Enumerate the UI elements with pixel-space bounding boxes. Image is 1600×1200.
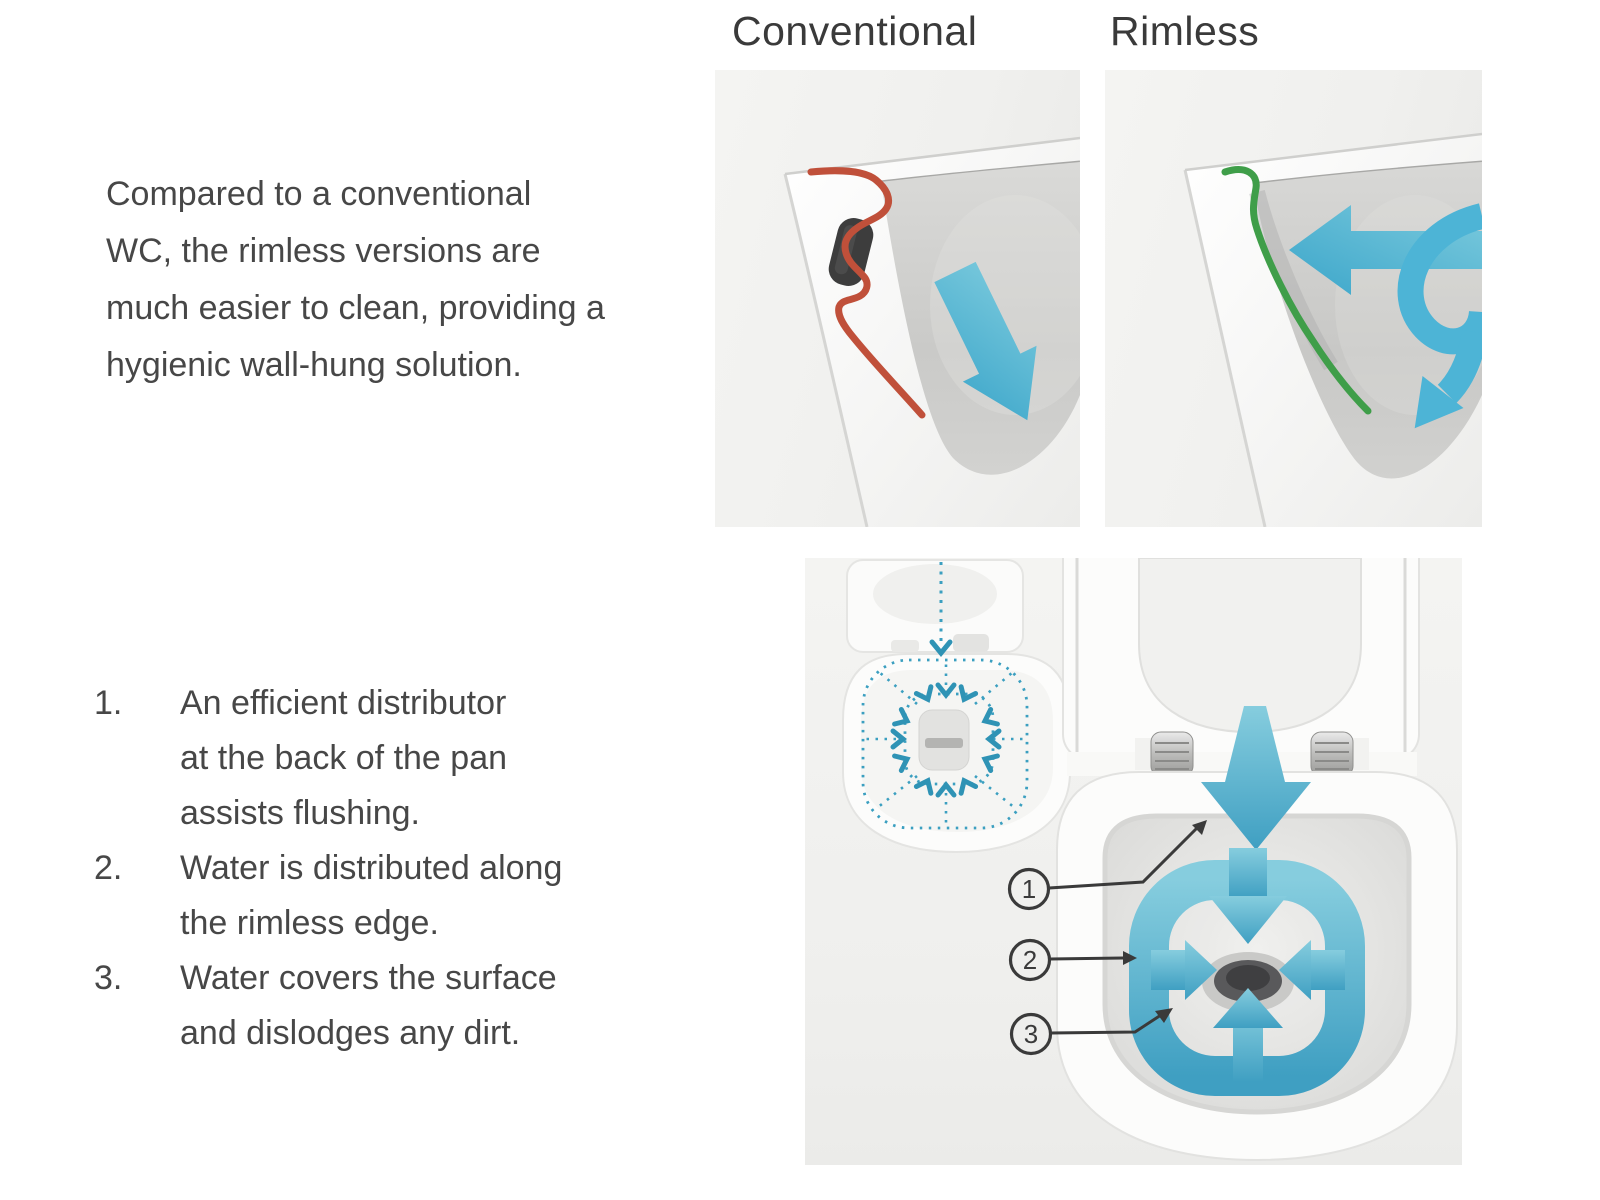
intro-paragraph (106, 166, 746, 394)
list-item-3 (94, 951, 684, 1061)
flush-diagram-drawing (805, 558, 1462, 1165)
intro-line: much easier to clean, providing a (106, 289, 605, 327)
callout-3-number: 3 (1023, 1019, 1039, 1049)
rimless-toilet-top-view (1057, 558, 1457, 1160)
list-item-2 (94, 841, 684, 951)
list-number: 2. (94, 849, 123, 887)
seat-hinge-left (1151, 732, 1193, 776)
numbered-list (94, 676, 684, 1061)
list-text: An efficient distributor at the back of the pan assists flushing. (180, 684, 508, 832)
list-text: Water is distributed along the rimless edge. (180, 849, 563, 942)
seat-hinge-right (1311, 732, 1353, 776)
conventional-cutaway-drawing (715, 70, 1080, 527)
flush-distribution-top-view (843, 560, 1070, 852)
callout-2-number: 2 (1022, 945, 1038, 975)
list-number: 3. (94, 959, 123, 997)
list-item-1 (94, 676, 684, 841)
rimless-cutaway-drawing (1105, 70, 1482, 527)
rimless-cutaway-image (1105, 70, 1482, 527)
intro-line: Compared to a conventional (106, 175, 532, 213)
intro-line: WC, the rimless versions are (106, 232, 541, 270)
list-number: 1. (94, 684, 123, 722)
intro-line: hygienic wall-hung solution. (106, 346, 522, 384)
rimless-label: Rimless (1110, 8, 1260, 54)
flush-diagram-image (805, 558, 1462, 1165)
callout-1-number: 1 (1021, 874, 1037, 904)
ceramic-rim-cross-section (785, 138, 1080, 527)
conventional-cutaway-image (715, 70, 1080, 527)
list-text: Water covers the surface and dislodges any dirt. (180, 959, 557, 1052)
conventional-label: Conventional (732, 8, 978, 54)
